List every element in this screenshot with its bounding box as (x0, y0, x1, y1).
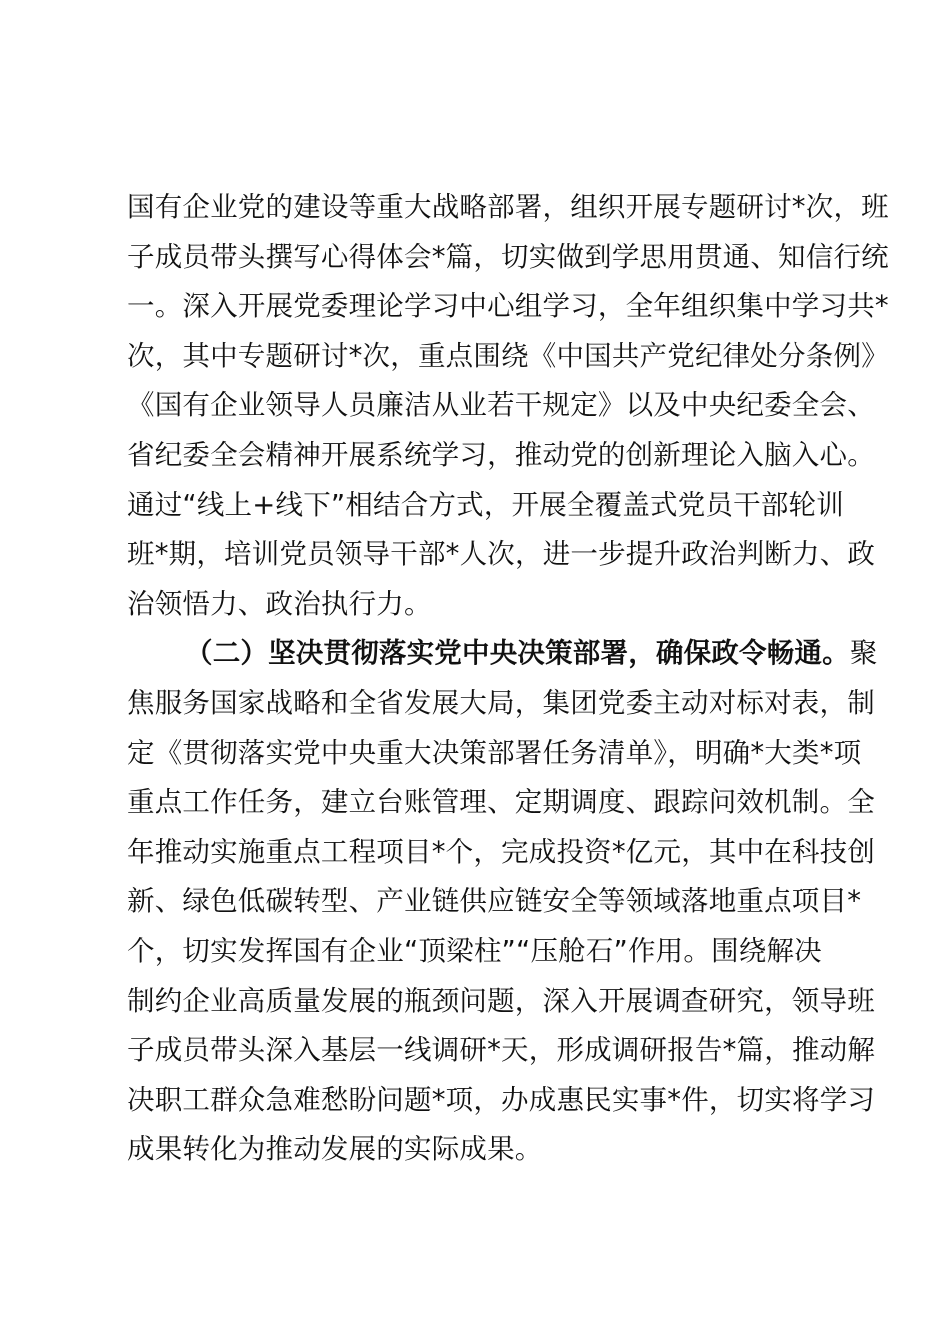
paragraph-line: 治领悟力、政治执行力。 (127, 587, 432, 620)
paragraph-line: 子成员带头深入基层一线调研*天，形成调研报告*篇，推动解 (127, 1034, 876, 1067)
paragraph-line: 焦服务国家战略和全省发展大局，集团党委主动对标对表，制 (127, 686, 875, 719)
paragraph-line: 子成员带头撰写心得体会*篇，切实做到学思用贯通、知信行统 (127, 240, 889, 273)
section-heading: （二）坚决贯彻落实党中央决策部署，确保政令畅通。 (185, 637, 850, 670)
paragraph-line: 省纪委全会精神开展系统学习，推动党的创新理论入脑入心。 (127, 438, 875, 471)
paragraph-line: 《国有企业领导人员廉洁从业若干规定》以及中央纪委全会、 (127, 389, 875, 422)
paragraph-line: 一。深入开展党委理论学习中心组学习，全年组织集中学习共* (127, 290, 889, 323)
paragraph-line: 个，切实发挥国有企业“顶梁柱”“压舱石”作用。围绕解决 (127, 934, 822, 967)
paragraph-line: 班*期，培训党员领导干部*人次，进一步提升政治判断力、政 (127, 538, 876, 571)
paragraph-line: 新、绿色低碳转型、产业链供应链安全等领域落地重点项目* (127, 885, 862, 918)
paragraph-line: 定《贯彻落实党中央重大决策部署任务清单》，明确*大类*项 (127, 736, 862, 769)
paragraph-line: 年推动实施重点工程项目*个，完成投资*亿元，其中在科技创 (127, 835, 876, 868)
paragraph-line: 通过“线上+线下”相结合方式，开展全覆盖式党员干部轮训 (127, 488, 844, 521)
document-body (127, 183, 889, 1175)
paragraph-line: 重点工作任务，建立台账管理、定期调度、跟踪问效机制。全 (127, 786, 875, 819)
section-heading-line (127, 629, 878, 679)
paragraph-line: 国有企业党的建设等重大战略部署，组织开展专题研讨*次，班 (127, 191, 889, 223)
paragraph-line: 制约企业高质量发展的瓶颈问题，深入开展调查研究，领导班 (127, 984, 875, 1017)
paragraph-line: 成果转化为推动发展的实际成果。 (127, 1133, 543, 1166)
paragraph-line: 决职工群众急难愁盼问题*项，办成惠民实事*件，切实将学习 (127, 1083, 876, 1116)
paragraph-line: 次，其中专题研讨*次，重点围绕《中国共产党纪律处分条例》 (127, 339, 889, 372)
section-heading-tail: 聚 (849, 637, 878, 670)
